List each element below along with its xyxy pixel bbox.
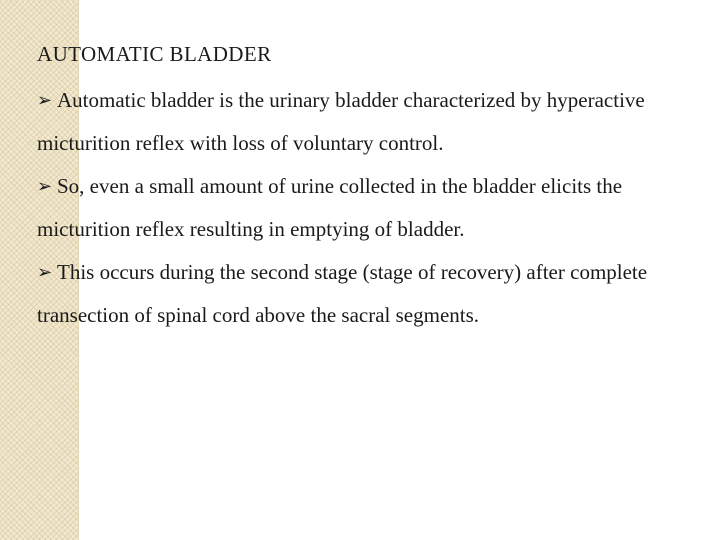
bullet-item-3 (37, 251, 697, 337)
arrow-bullet-icon: ➢ (37, 262, 53, 282)
bullet-list (37, 79, 697, 337)
bullet-text-3: This occurs during the second stage (stage of recovery) after complete transection of spinal cord above the sacral segments. (37, 260, 648, 327)
arrow-bullet-icon: ➢ (37, 176, 53, 196)
bullet-item-2 (37, 165, 697, 251)
arrow-bullet-icon: ➢ (37, 90, 53, 110)
bullet-text-1: Automatic bladder is the urinary bladder characterized by hyperactive micturition reflex with loss of voluntary control. (37, 88, 645, 155)
bullet-item-1 (37, 79, 697, 165)
bullet-text-2: So, even a small amount of urine collected in the bladder elicits the micturition reflex resulting in emptying of bladder. (37, 174, 623, 241)
slide-title: AUTOMATIC BLADDER (37, 42, 272, 66)
